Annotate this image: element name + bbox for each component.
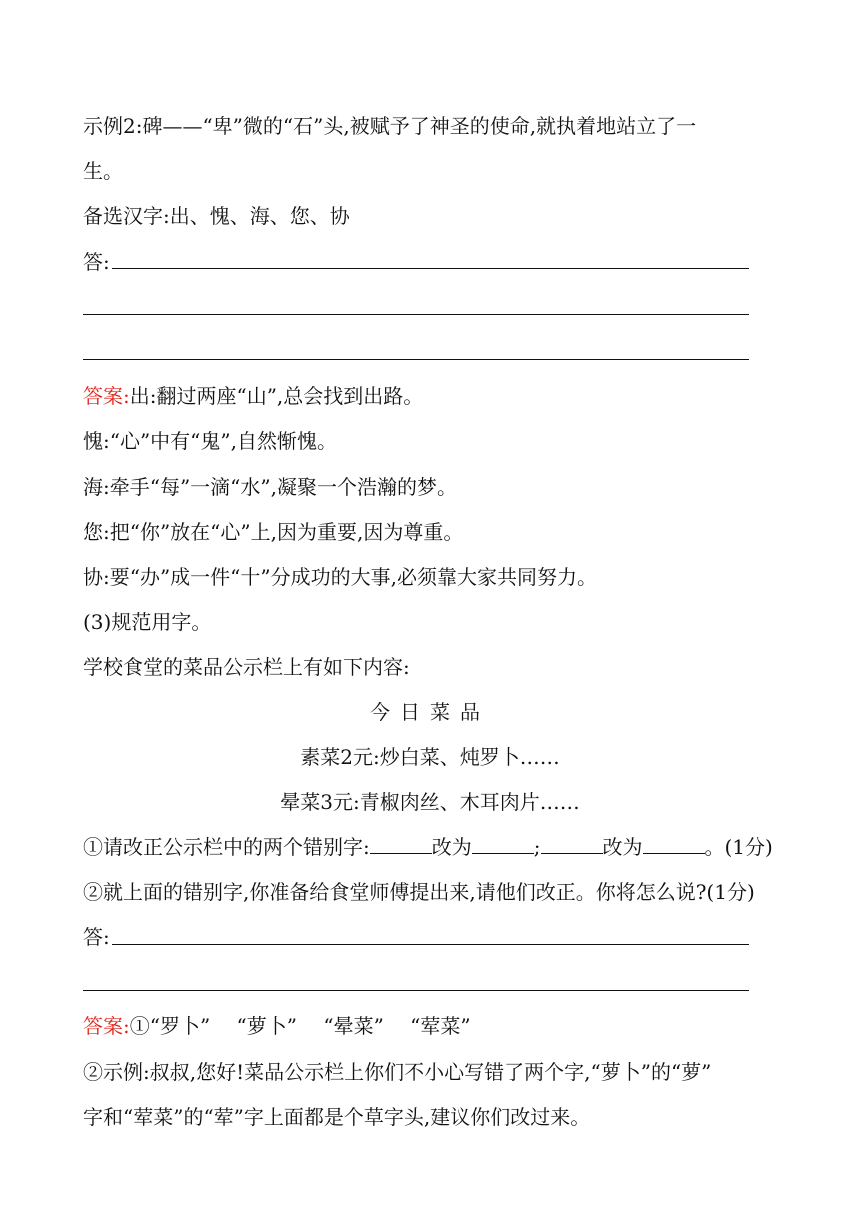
- question2: ②就上面的错别字,你准备给食堂师傅提出来,请他们改正。你将怎么说?(1分): [83, 880, 755, 904]
- answer-prompt-1: 答:: [83, 250, 110, 274]
- answer1-hai: 海:牵手“每”一滴“水”,凝聚一个浩瀚的梦。: [83, 475, 457, 499]
- blank-correct-1[interactable]: [472, 835, 534, 854]
- answer-line[interactable]: [112, 944, 749, 945]
- separator: ;: [533, 835, 541, 859]
- answer1-kui: 愧:“心”中有“鬼”,自然惭愧。: [83, 429, 337, 453]
- blank-wrong-2[interactable]: [541, 835, 603, 854]
- answer1-chu: [83, 382, 423, 410]
- answer1-xie: 协:要“办”成一件“十”分成功的大事,必须靠大家共同努力。: [83, 565, 597, 589]
- answer2-part2-line2: 字和“荤菜”的“荤”字上面都是个草字头,建议你们改过来。: [83, 1105, 591, 1129]
- answer-prompt-2: 答:: [83, 925, 110, 949]
- menu-line-vegetable: 素菜2元:炒白菜、炖罗卜……: [300, 745, 560, 769]
- answer-label: 答案:: [83, 1014, 130, 1038]
- answer-label: 答案:: [83, 384, 130, 408]
- question1-text: ①请改正公示栏中的两个错别字:: [83, 835, 370, 859]
- answer2-part2-line1: ②示例:叔叔,您好!菜品公示栏上你们不小心写错了两个字,“萝卜”的“萝”: [83, 1060, 712, 1084]
- question1-score: 。(1分): [704, 835, 773, 859]
- menu-line-meat: 晕菜3元:青椒肉丝、木耳肉片……: [280, 790, 580, 814]
- candidate-characters: 备选汉字:出、愧、海、您、协: [83, 204, 350, 228]
- question1: [83, 833, 773, 861]
- answer-line[interactable]: [83, 359, 749, 360]
- example2-line2: 生。: [83, 159, 123, 183]
- answer1-nin: 您:把“你”放在“心”上,因为重要,因为尊重。: [83, 520, 464, 544]
- blank-wrong-1[interactable]: [370, 835, 432, 854]
- answer-line[interactable]: [83, 314, 749, 315]
- answer2-part1: [83, 1012, 471, 1040]
- answer2-part1-text: ①“罗卜” “萝卜” “晕菜” “荤菜”: [129, 1014, 471, 1038]
- section3-intro: 学校食堂的菜品公示栏上有如下内容:: [83, 655, 410, 679]
- example2-line1: 示例2:碑——“卑”微的“石”头,被赋予了神圣的使命,就执着地站立了一: [83, 114, 697, 138]
- answer-line[interactable]: [112, 268, 749, 269]
- answer-line[interactable]: [83, 990, 749, 991]
- blank-correct-2[interactable]: [643, 835, 705, 854]
- menu-title: 今日菜品: [370, 700, 490, 724]
- answer1-chu-text: 出:翻过两座“山”,总会找到出路。: [129, 384, 424, 408]
- change-to-label: 改为: [602, 835, 643, 859]
- change-to-label: 改为: [431, 835, 472, 859]
- section3-heading: (3)规范用字。: [83, 610, 212, 634]
